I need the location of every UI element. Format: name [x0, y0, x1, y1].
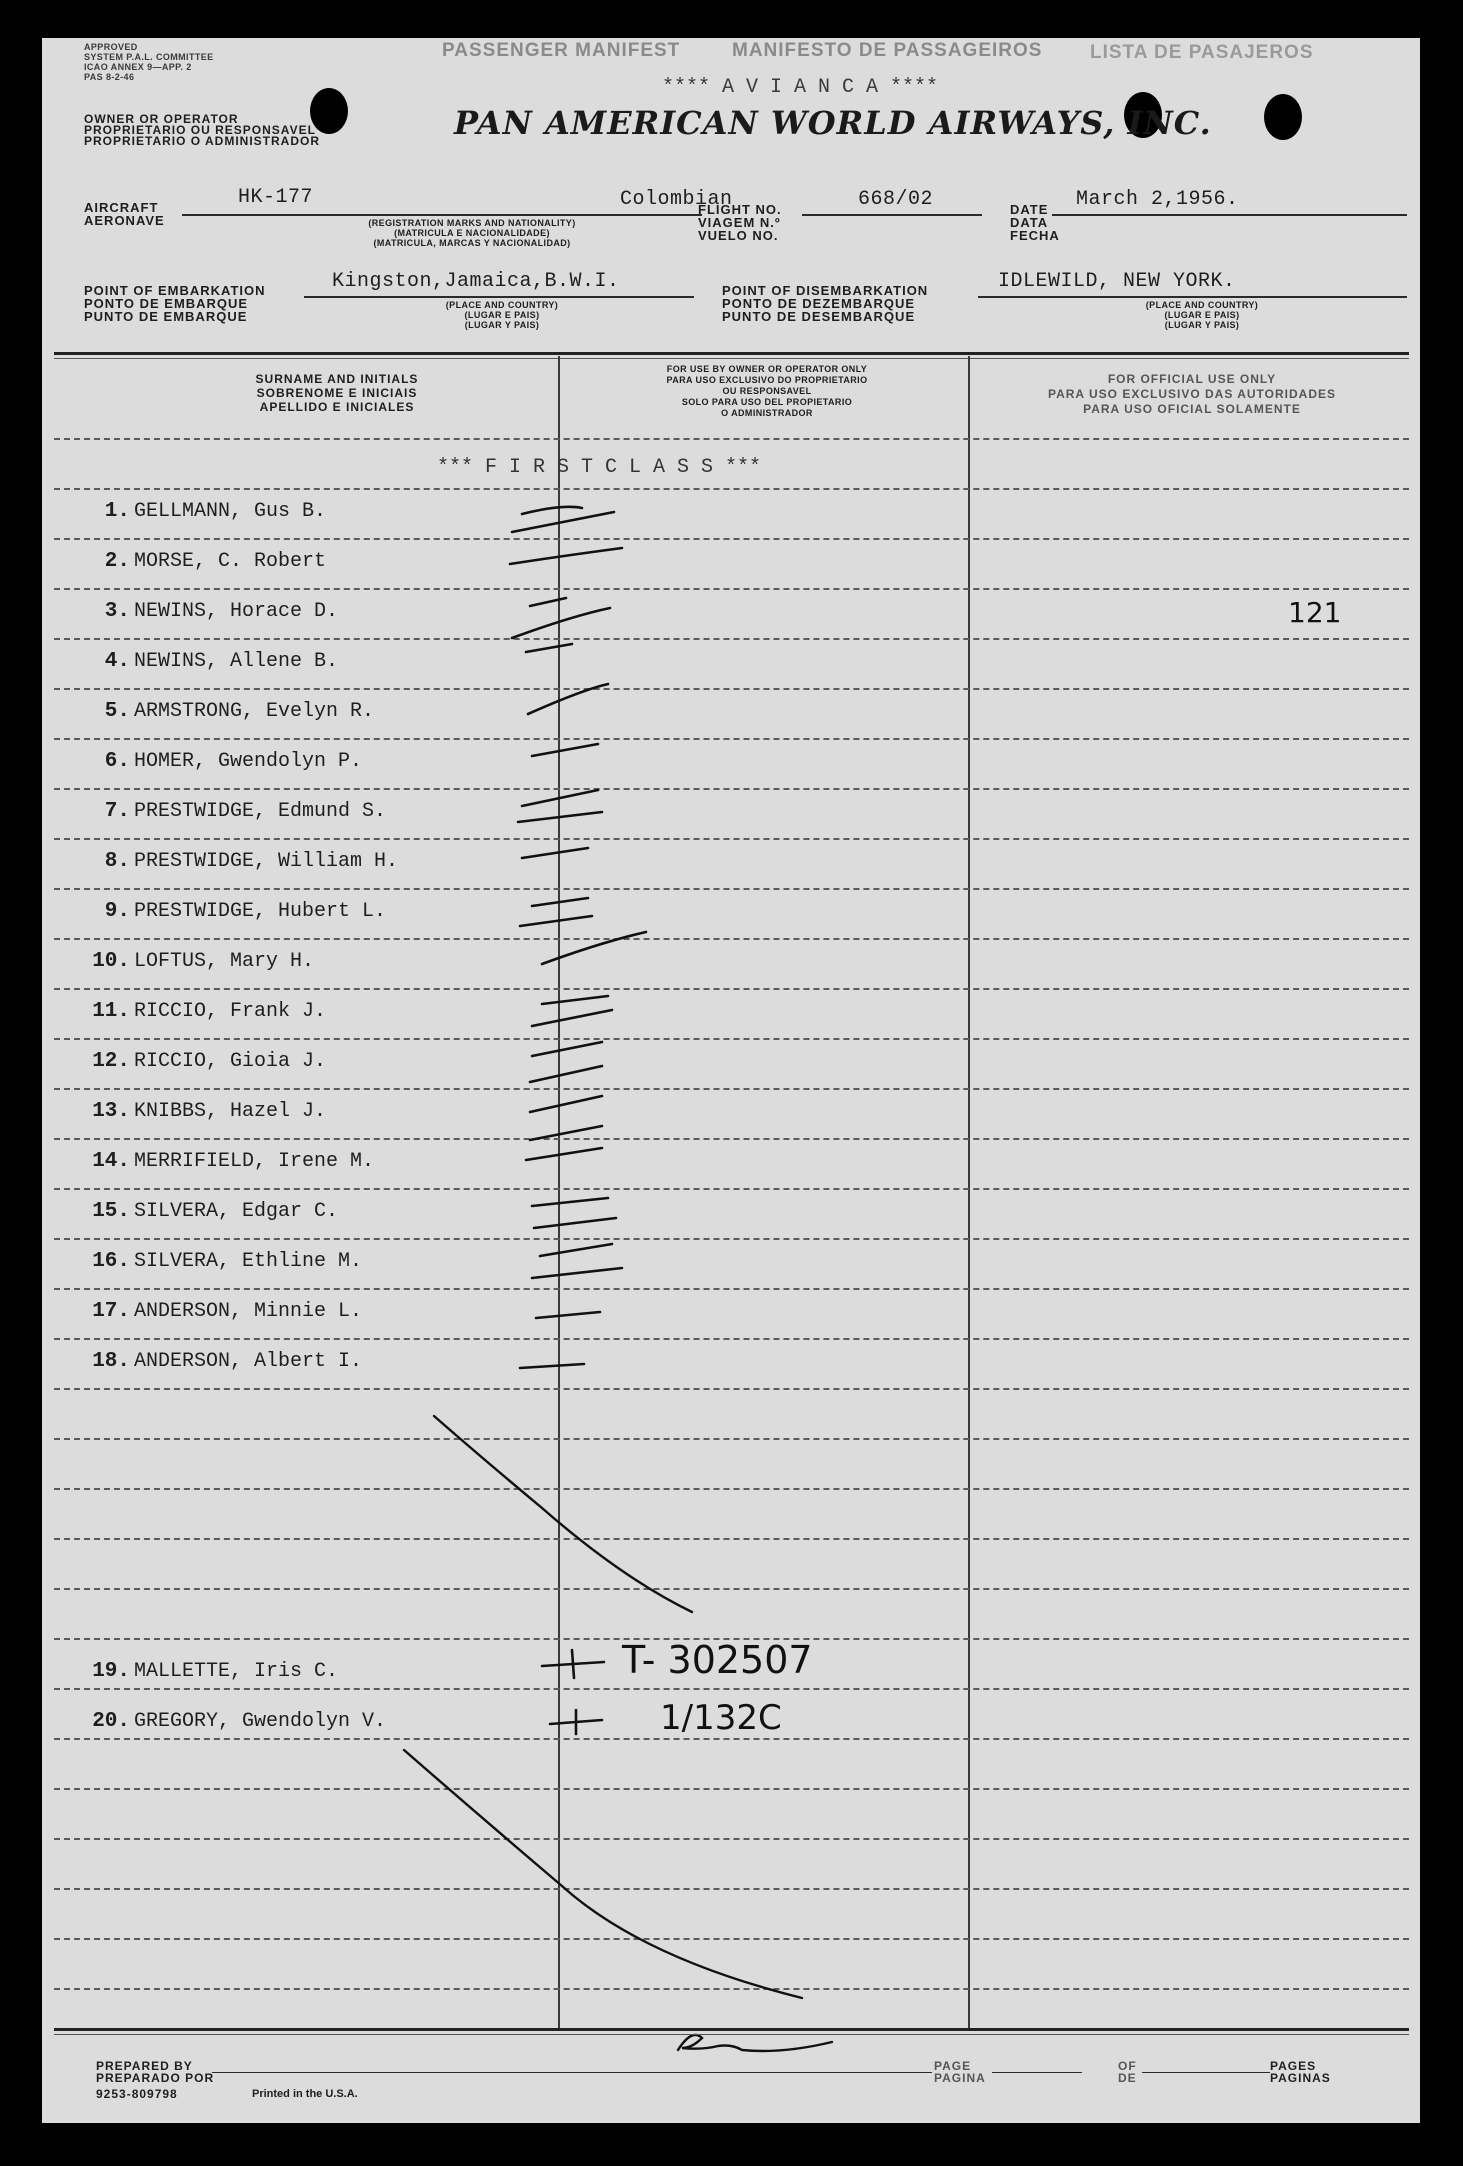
passenger-number: 17. — [92, 1300, 130, 1323]
prepared-label-en: PREPARED BY — [96, 2059, 193, 2073]
check-mark — [532, 1198, 616, 1228]
pages-label — [1270, 2060, 1331, 2084]
passenger-number: 19. — [92, 1660, 130, 1683]
registration-note-pt: (MATRICULA E NACIONALIDADE) — [394, 228, 550, 238]
avianca-overprint: **** A V I A N C A **** — [662, 76, 939, 99]
passenger-number: 16. — [92, 1250, 130, 1273]
passenger-name: PRESTWIDGE, Hubert L. — [134, 900, 387, 923]
passenger-name: PRESTWIDGE, William H. — [134, 850, 399, 873]
check-mark — [526, 1126, 602, 1160]
of-label-en: OF — [1118, 2059, 1137, 2073]
nationality-value: Colombian — [620, 188, 733, 211]
owner-use-header-line: O ADMINISTRADOR — [721, 408, 813, 418]
manifest-sheet — [42, 38, 1420, 2123]
passenger-name: SILVERA, Ethline M. — [134, 1250, 363, 1273]
passenger-name: GREGORY, Gwendolyn V. — [134, 1710, 387, 1733]
passenger-name: HOMER, Gwendolyn P. — [134, 750, 363, 773]
check-mark — [512, 598, 610, 638]
of-underline — [1142, 2072, 1270, 2073]
date-label-es: FECHA — [1010, 228, 1060, 243]
flight-label-es: VUELO NO. — [698, 228, 779, 243]
owner-use-header-line: FOR USE BY OWNER OR OPERATOR ONLY — [666, 364, 868, 374]
passenger-number: 9. — [104, 900, 130, 923]
of-label — [1118, 2060, 1137, 2084]
check-mark — [512, 507, 614, 532]
passenger-name: KNIBBS, Hazel J. — [134, 1100, 327, 1123]
table-bottom-border — [54, 2034, 1409, 2035]
passenger-number: 11. — [92, 1000, 130, 1023]
check-mark — [536, 1312, 600, 1318]
embark-label-en: POINT OF EMBARKATION — [84, 283, 266, 298]
owner-label-en: OWNER OR OPERATOR — [84, 112, 239, 126]
passenger-name: LOFTUS, Mary H. — [134, 950, 315, 973]
registration-note-es: (MATRICULA, MARCAS Y NACIONALIDAD) — [373, 238, 571, 248]
check-mark — [520, 898, 592, 926]
disembark-label-pt: PONTO DE DEZEMBARQUE — [722, 296, 916, 311]
passenger-number: 2. — [104, 550, 130, 573]
official-header-pt: PARA USO EXCLUSIVO DAS AUTORIDADES — [1047, 387, 1337, 401]
aircraft-label-pt: AERONAVE — [84, 213, 165, 228]
preparer-signature — [678, 2035, 832, 2051]
handwritten-note-1: T- 302507 — [622, 1638, 813, 1682]
void-strike-line — [404, 1750, 802, 1998]
check-marks — [510, 507, 646, 1734]
void-strike-line — [434, 1416, 692, 1612]
names-header-es: APELLIDO E INICIALES — [259, 400, 415, 414]
passenger-number: 10. — [92, 950, 130, 973]
check-mark — [532, 996, 612, 1026]
passenger-number: 18. — [92, 1350, 130, 1373]
passenger-name: RICCIO, Frank J. — [134, 1000, 327, 1023]
check-mark — [520, 1364, 584, 1368]
prepared-label-pt: PREPARADO POR — [96, 2071, 215, 2085]
embarkation-value: Kingston,Jamaica,B.W.I. — [332, 270, 620, 293]
passenger-number: 5. — [104, 700, 130, 723]
form-number: 9253-809798 — [96, 2087, 178, 2101]
prepared-by-underline — [212, 2072, 932, 2073]
handwritten-note-2: 1/132C — [660, 1698, 782, 1738]
passenger-number: 13. — [92, 1100, 130, 1123]
owner-use-header-line: SOLO PARA USO DEL PROPIETARIO — [681, 397, 853, 407]
place-note-pt: (LUGAR E PAIS) — [464, 310, 540, 320]
passenger-name: PRESTWIDGE, Edmund S. — [134, 800, 387, 823]
check-mark — [530, 1042, 602, 1082]
passenger-number: 1. — [104, 500, 130, 523]
first-class-heading: *** F I R S T C L A S S *** — [437, 456, 762, 479]
passenger-name: MERRIFIELD, Irene M. — [134, 1150, 375, 1173]
passenger-number: 6. — [104, 750, 130, 773]
disembark-label-es: PUNTO DE DESEMBARQUE — [722, 309, 916, 324]
check-mark — [530, 1096, 602, 1112]
passenger-number: 20. — [92, 1710, 130, 1733]
passenger-number: 8. — [104, 850, 130, 873]
passenger-name: NEWINS, Allene B. — [134, 650, 339, 673]
disembark-label-en: POINT OF DISEMBARKATION — [722, 283, 929, 298]
check-mark — [532, 1244, 622, 1278]
title-es: LISTA DE PASAJEROS — [1090, 42, 1314, 63]
check-mark — [550, 1710, 602, 1734]
pen-marks — [42, 38, 1420, 2123]
passenger-name: GELLMANN, Gus B. — [134, 500, 327, 523]
names-header-en: SURNAME AND INITIALS — [255, 372, 419, 386]
embark-label-pt: PONTO DE EMBARQUE — [84, 296, 249, 311]
owner-label-pt: PROPRIETARIO OU RESPONSAVEL — [84, 123, 316, 137]
passenger-name: ARMSTRONG, Evelyn R. — [134, 700, 375, 723]
date-label-pt: DATA — [1010, 215, 1049, 230]
passenger-number: 7. — [104, 800, 130, 823]
passenger-number: 4. — [104, 650, 130, 673]
place-note-en: (PLACE AND COUNTRY) — [1145, 300, 1259, 310]
pages-label-en: PAGES — [1270, 2059, 1317, 2073]
check-mark — [542, 932, 646, 964]
page-label-pt: PAGINA — [934, 2071, 986, 2085]
strike-lines — [404, 1416, 802, 1998]
passenger-number: 12. — [92, 1050, 130, 1073]
company-name: PAN AMERICAN WORLD AIRWAYS, INC. — [454, 104, 1212, 142]
aircraft-value: HK-177 — [238, 186, 314, 209]
prepared-by-label — [96, 2060, 214, 2084]
aircraft-label-en: AIRCRAFT — [84, 200, 159, 215]
page-label-en: PAGE — [934, 2059, 972, 2073]
signature-mark — [678, 2035, 832, 2051]
passenger-name: SILVERA, Edgar C. — [134, 1200, 339, 1223]
check-mark — [528, 684, 608, 714]
table-bottom-border — [54, 2028, 1409, 2031]
date-label-en: DATE — [1010, 202, 1049, 217]
passenger-name: MALLETTE, Iris C. — [134, 1660, 339, 1683]
official-header-en: FOR OFFICIAL USE ONLY — [1107, 372, 1277, 386]
names-header-pt: SOBRENOME E INICIAIS — [256, 386, 418, 400]
check-mark — [532, 744, 598, 756]
place-note-pt: (LUGAR E PAIS) — [1164, 310, 1240, 320]
title-en: PASSENGER MANIFEST — [442, 40, 681, 61]
passenger-name: MORSE, C. Robert — [134, 550, 327, 573]
of-label-pt: DE — [1118, 2071, 1137, 2085]
passenger-name: NEWINS, Horace D. — [134, 600, 339, 623]
passenger-number: 15. — [92, 1200, 130, 1223]
flight-label-en: FLIGHT NO. — [698, 202, 782, 217]
printed-in-usa: Printed in the U.S.A. — [252, 2088, 358, 2100]
flight-value: 668/02 — [858, 188, 934, 211]
official-header-es: PARA USO OFICIAL SOLAMENTE — [1083, 402, 1301, 416]
official-number: 121 — [1288, 596, 1342, 629]
check-mark — [518, 790, 602, 822]
page-underline — [992, 2072, 1082, 2073]
place-note-es: (LUGAR Y PAIS) — [1164, 320, 1240, 330]
place-note-en: (PLACE AND COUNTRY) — [445, 300, 559, 310]
owner-label-es: PROPRIETARIO O ADMINISTRADOR — [84, 134, 321, 148]
embark-label-es: PUNTO DE EMBARQUE — [84, 309, 248, 324]
flight-label-pt: VIAGEM N.º — [698, 215, 781, 230]
check-mark — [542, 1650, 604, 1678]
page-label — [934, 2060, 986, 2084]
place-note-es: (LUGAR Y PAIS) — [464, 320, 540, 330]
pages-label-pt: PAGINAS — [1270, 2071, 1331, 2085]
check-mark — [526, 644, 572, 652]
stamp-line: PAS 8-2-46 — [84, 72, 135, 82]
stamp-line: SYSTEM P.A.L. COMMITTEE — [84, 52, 214, 62]
owner-use-header-line: PARA USO EXCLUSIVO DO PROPRIETARIO — [666, 375, 868, 385]
passenger-name: ANDERSON, Minnie L. — [134, 1300, 363, 1323]
date-value: March 2,1956. — [1076, 188, 1239, 211]
passenger-name: RICCIO, Gioia J. — [134, 1050, 327, 1073]
owner-use-header-line: OU RESPONSAVEL — [722, 386, 812, 396]
check-mark — [522, 848, 588, 858]
title-pt: MANIFESTO DE PASSAGEIROS — [732, 40, 1043, 61]
passenger-number: 14. — [92, 1150, 130, 1173]
stamp-line: APPROVED — [84, 42, 138, 52]
stamp-line: ICAO ANNEX 9—APP. 2 — [84, 62, 192, 72]
passenger-name: ANDERSON, Albert I. — [134, 1350, 363, 1373]
registration-note-en: (REGISTRATION MARKS AND NATIONALITY) — [368, 218, 576, 228]
check-mark — [510, 548, 622, 564]
passenger-number: 3. — [104, 600, 130, 623]
disembarkation-value: IDLEWILD, NEW YORK. — [998, 270, 1236, 293]
